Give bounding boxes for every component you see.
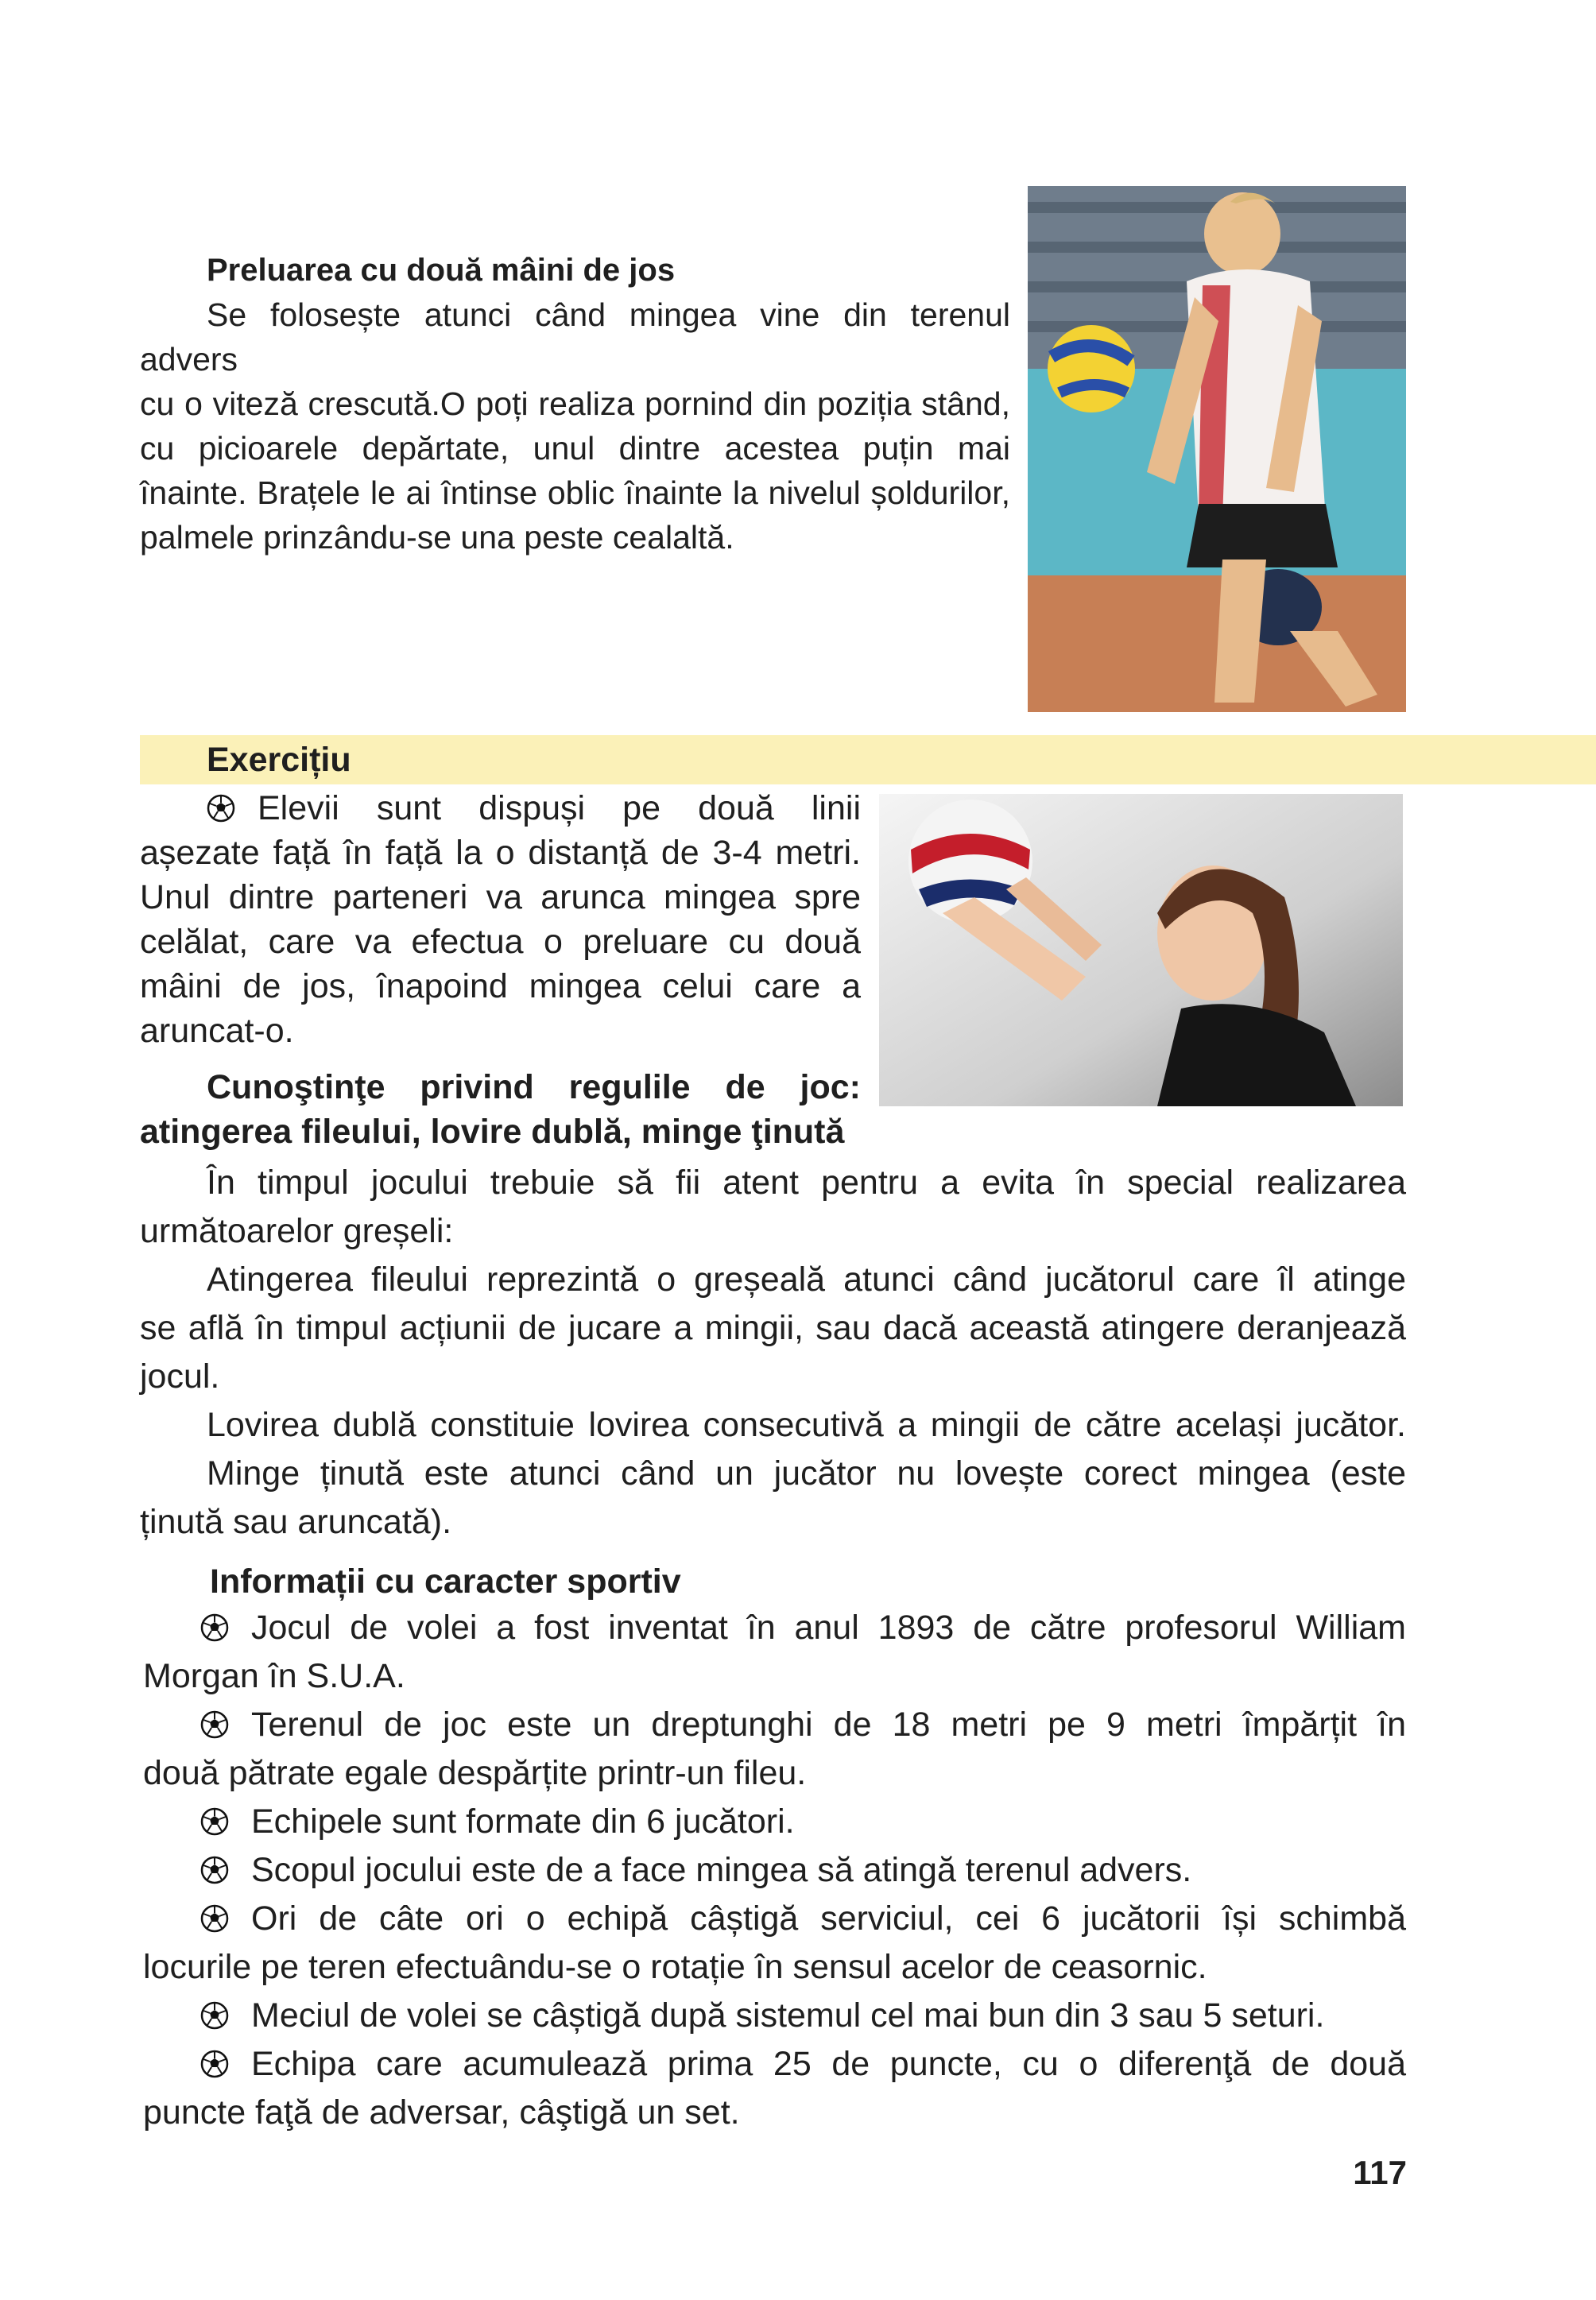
text-line: jocul. — [140, 1357, 220, 1396]
soccer-ball-icon — [200, 2043, 229, 2072]
list-item: Echipele sunt formate din 6 jucători. — [143, 1798, 1406, 1846]
text-line: Minge ținută este atunci când un jucător nu lovește corect mingea (este — [207, 1454, 1406, 1493]
list-item-continuation: locurile pe teren efectuându-se o rotație în sensul acelor de ceasornic. — [143, 1948, 1207, 1986]
exercise-highlight-band — [140, 735, 1596, 784]
text-line: aruncat-o. — [140, 1012, 294, 1050]
volleyball-dig-photo — [1028, 186, 1406, 712]
text-line: Lovirea dublă constituie lovirea consecutivă a mingii de către același jucător. — [207, 1406, 1406, 1444]
exercise-body — [140, 786, 861, 1053]
text-line: cu picioarele depărtate, unul dintre acestea puțin mai — [140, 430, 1010, 467]
text-line: ținută sau aruncată). — [140, 1503, 452, 1541]
section-heading-preluarea: Preluarea cu două mâini de jos — [207, 253, 676, 288]
list-item: Meciul de volei se câștigă după sistemul cel mai bun din 3 sau 5 seturi. — [143, 1992, 1406, 2040]
text-line: Elevii sunt dispuși pe două linii — [140, 786, 861, 831]
text-line: se află în timpul acțiunii de jucare a mingii, sau dacă această atingere deranjează — [140, 1309, 1406, 1347]
list-item-continuation: două pătrate egale despărțite printr-un fileu. — [143, 1754, 807, 1792]
text-line: Unul dintre parteneri va arunca mingea spre — [140, 878, 861, 916]
info-heading: Informații cu caracter sportiv — [210, 1562, 681, 1601]
list-item: Scopul jocului este de a face mingea să atingă terenul advers. — [143, 1846, 1406, 1895]
text-line: celălat, care va efectua o preluare cu două — [140, 923, 861, 961]
soccer-ball-icon — [207, 789, 235, 818]
soccer-ball-icon — [200, 1801, 229, 1830]
rules-heading-line: Cunoştinţe privind regulile de joc: — [207, 1068, 861, 1106]
text-line: Atingerea fileului reprezintă o greșeală atunci când jucătorul care îl atinge — [207, 1260, 1406, 1299]
text-line: mâini de jos, înapoind mingea celui care a — [140, 967, 861, 1005]
list-item: Ori de câte ori o echipă câștigă serviciul, cei 6 jucătorii își schimbă — [143, 1895, 1406, 1943]
text-line: cu o viteză crescută.O poți realiza pornind din poziția stând, — [140, 385, 1010, 422]
soccer-ball-icon — [200, 1995, 229, 2023]
list-item: Jocul de volei a fost inventat în anul 1893 de către profesorul William — [143, 1604, 1406, 1652]
exercise-heading: Exercițiu — [207, 741, 351, 779]
text-line: palmele prinzându-se una peste cealaltă. — [140, 519, 734, 556]
rules-body — [140, 1159, 1406, 1547]
section-body-preluarea — [140, 292, 1010, 560]
text-line: următoarelor greșeli: — [140, 1212, 454, 1250]
list-item-continuation: puncte faţă de adversar, câştigă un set. — [143, 2093, 740, 2132]
page-number: 117 — [1353, 2154, 1407, 2191]
info-list — [143, 1604, 1406, 2137]
text-line: așezate față în față la o distanță de 3-4 metri. — [140, 834, 861, 872]
volleyball-pass-photo — [879, 794, 1403, 1106]
text-line: În timpul jocului trebuie să fii atent pentru a evita în special realizarea — [207, 1164, 1406, 1202]
text-line: înainte. Brațele le ai întinse oblic înainte la nivelul șoldurilor, — [140, 474, 1010, 511]
soccer-ball-icon — [200, 1704, 229, 1733]
soccer-ball-icon — [200, 1849, 229, 1878]
text-line: Se folosește atunci când mingea vine din terenul advers — [140, 296, 1010, 378]
rules-heading — [140, 1065, 861, 1154]
list-item: Terenul de joc este un dreptunghi de 18 metri pe 9 metri împărțit în — [143, 1701, 1406, 1749]
list-item-continuation: Morgan în S.U.A. — [143, 1657, 405, 1695]
list-item: Echipa care acumulează prima 25 de puncte, cu o diferenţă de două — [143, 2040, 1406, 2089]
rules-heading-line: atingerea fileului, lovire dublă, minge ţinută — [140, 1113, 845, 1151]
soccer-ball-icon — [200, 1898, 229, 1926]
soccer-ball-icon — [200, 1607, 229, 1636]
